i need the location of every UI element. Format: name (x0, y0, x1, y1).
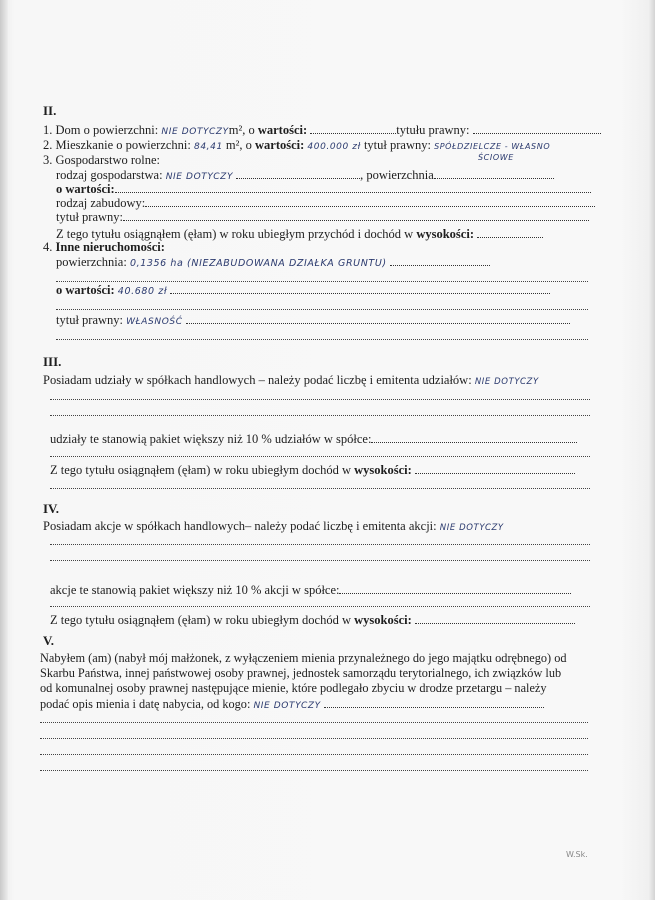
farm-buildings-line (56, 195, 595, 210)
label: Posiadam akcje w spółkach handlowych– należy podać liczbę i emitenta akcji: (43, 519, 437, 533)
section-header-v: V. (43, 633, 54, 648)
acquisition-text-1: Nabyłem (am) (nabył mój małżonek, z wyłączeniem mienia przynależnego do jego majątku odrębnego) od (40, 651, 567, 665)
fill-dots (115, 181, 591, 193)
handwritten-value: NIE DOTYCZY (165, 172, 234, 182)
stocks-line (43, 519, 504, 535)
shares-income-line (50, 462, 575, 477)
handwritten-value: 400.000 zł (307, 142, 361, 152)
scan-shadow-right (649, 0, 655, 900)
section-header-iii: III. (43, 354, 62, 369)
label: m², o (228, 123, 255, 137)
fill-dots (310, 122, 396, 134)
label-bold: wartości: (257, 123, 308, 137)
label-bold: o wartości: (56, 182, 115, 196)
other-property-header (43, 240, 165, 254)
fill-dots (371, 431, 577, 443)
acquisition-text-3: od komunalnej osoby prawnej następujące mienie, które podlegało zbyciu w drodze przetargu – należy (40, 681, 547, 695)
blank-dotted-line (50, 487, 590, 489)
stocks-package-line (50, 582, 571, 597)
label: m², o (225, 138, 252, 152)
acquisition-text-2: Skarbu Państwa, innej państwowej osoby prawnej, jednostek samorządu terytorialnego, ich związków lub (40, 666, 562, 680)
label-bold: o wartości: (56, 283, 115, 297)
label: powierzchnia: (56, 255, 127, 269)
section-header-ii: II. (43, 103, 57, 118)
label: 4. (43, 240, 53, 254)
blank-dotted-line (56, 308, 588, 310)
label: Z tego tytułu osiągnąłem (ęłam) w roku ubiegłym dochód w (50, 463, 351, 477)
shares-line (43, 373, 539, 389)
fill-dots (236, 167, 360, 179)
handwritten-value: NIE DOTYCZY (474, 377, 539, 387)
label-bold: wysokości: (416, 227, 474, 241)
scan-shadow-left (0, 0, 8, 900)
stocks-income-line (50, 612, 575, 627)
farm-type-line: rodzaj gospodarstwa: NIE DOTYCZY , powierzchnia (56, 167, 554, 184)
label-bold: wysokości: (354, 613, 412, 627)
blank-dotted-line (50, 398, 590, 400)
other-property-area-line (56, 254, 490, 271)
label: tytuł prawny: (56, 210, 124, 224)
label: udziały te stanowią pakiet większy niż 10 % udziałów w spółce: (50, 432, 372, 446)
handwritten-value: 40.680 zł (117, 286, 168, 297)
label: Posiadam udziały w spółkach handlowych – należy podać liczbę i emitenta udziałów: (43, 373, 472, 387)
label: rodzaj zabudowy: (56, 196, 146, 210)
section-header-iv: IV. (43, 501, 60, 516)
fill-dots (123, 209, 589, 221)
blank-dotted-line (50, 455, 590, 457)
farm-title-line (56, 209, 589, 224)
label: Z tego tytułu osiągnąłem (ęłam) w roku ubiegłym dochód w (50, 613, 351, 627)
farm-value-line (56, 181, 591, 196)
fill-dots (415, 612, 575, 624)
fill-dots (339, 582, 571, 594)
label: tytuł prawny: (363, 138, 431, 152)
label-bold: Inne nieruchomości: (55, 240, 165, 254)
blank-dotted-line (50, 605, 590, 607)
farm-header: 3. Gospodarstwo rolne: (43, 153, 160, 167)
fill-dots (390, 254, 490, 266)
apartment-line (43, 138, 550, 154)
farm-income-line (56, 226, 543, 241)
label: tytuł prawny: (56, 313, 124, 327)
other-property-value-line (56, 282, 550, 299)
fill-dots (145, 195, 595, 207)
fill-dots (186, 312, 570, 324)
fill-dots (170, 282, 550, 294)
handwritten-continuation: ŚCIOWE (478, 153, 514, 162)
fill-dots (415, 462, 575, 474)
handwritten-value: 84,41 (194, 142, 223, 152)
blank-dotted-line (56, 338, 588, 340)
label: tytułu prawny: (396, 123, 470, 137)
handwritten-value: NIE DOTYCZY (253, 701, 321, 711)
fill-dots (434, 167, 554, 179)
label: 2. Mieszkanie o powierzchni: (43, 138, 191, 152)
fill-dots (473, 122, 601, 134)
handwritten-value: NIE DOTYCZY (161, 127, 229, 137)
label: akcje te stanowią pakiet większy niż 10 % akcji w spółce: (50, 583, 340, 597)
acquisition-text-4 (40, 696, 544, 713)
label-bold: wartości: (255, 138, 305, 152)
fill-dots (324, 696, 544, 708)
blank-dotted-line (50, 543, 590, 545)
house-area-line (43, 122, 601, 139)
label: Z tego tytułu osiągnąłem (ęłam) w roku ubiegłym przychód i dochód w (56, 227, 414, 241)
label: 1. Dom o powierzchni: (43, 123, 159, 137)
blank-dotted-line (50, 559, 590, 561)
handwritten-value: NIE DOTYCZY (439, 523, 504, 533)
blank-dotted-line (40, 721, 588, 723)
blank-dotted-line (40, 769, 588, 771)
label-bold: wysokości: (354, 463, 412, 477)
blank-dotted-line (40, 753, 588, 755)
label: powierzchnia (366, 168, 434, 182)
other-property-title-line (56, 312, 570, 329)
label: podać opis mienia i datę nabycia, od kogo: (40, 697, 251, 711)
handwritten-value: WŁASNOŚĆ (126, 317, 183, 327)
handwritten-value: 0,1356 ha (NIEZABUDOWANA DZIAŁKA GRUNTU) (129, 258, 387, 269)
label: rodzaj gospodarstwa: (56, 168, 163, 182)
blank-dotted-line (50, 414, 590, 416)
shares-package-line (50, 431, 577, 446)
fill-dots (477, 226, 543, 238)
initials-mark: W.Sk. (566, 850, 588, 859)
blank-dotted-line (40, 737, 588, 739)
handwritten-value: SPÓŁDZIELCZE - WŁASNO (434, 142, 551, 151)
